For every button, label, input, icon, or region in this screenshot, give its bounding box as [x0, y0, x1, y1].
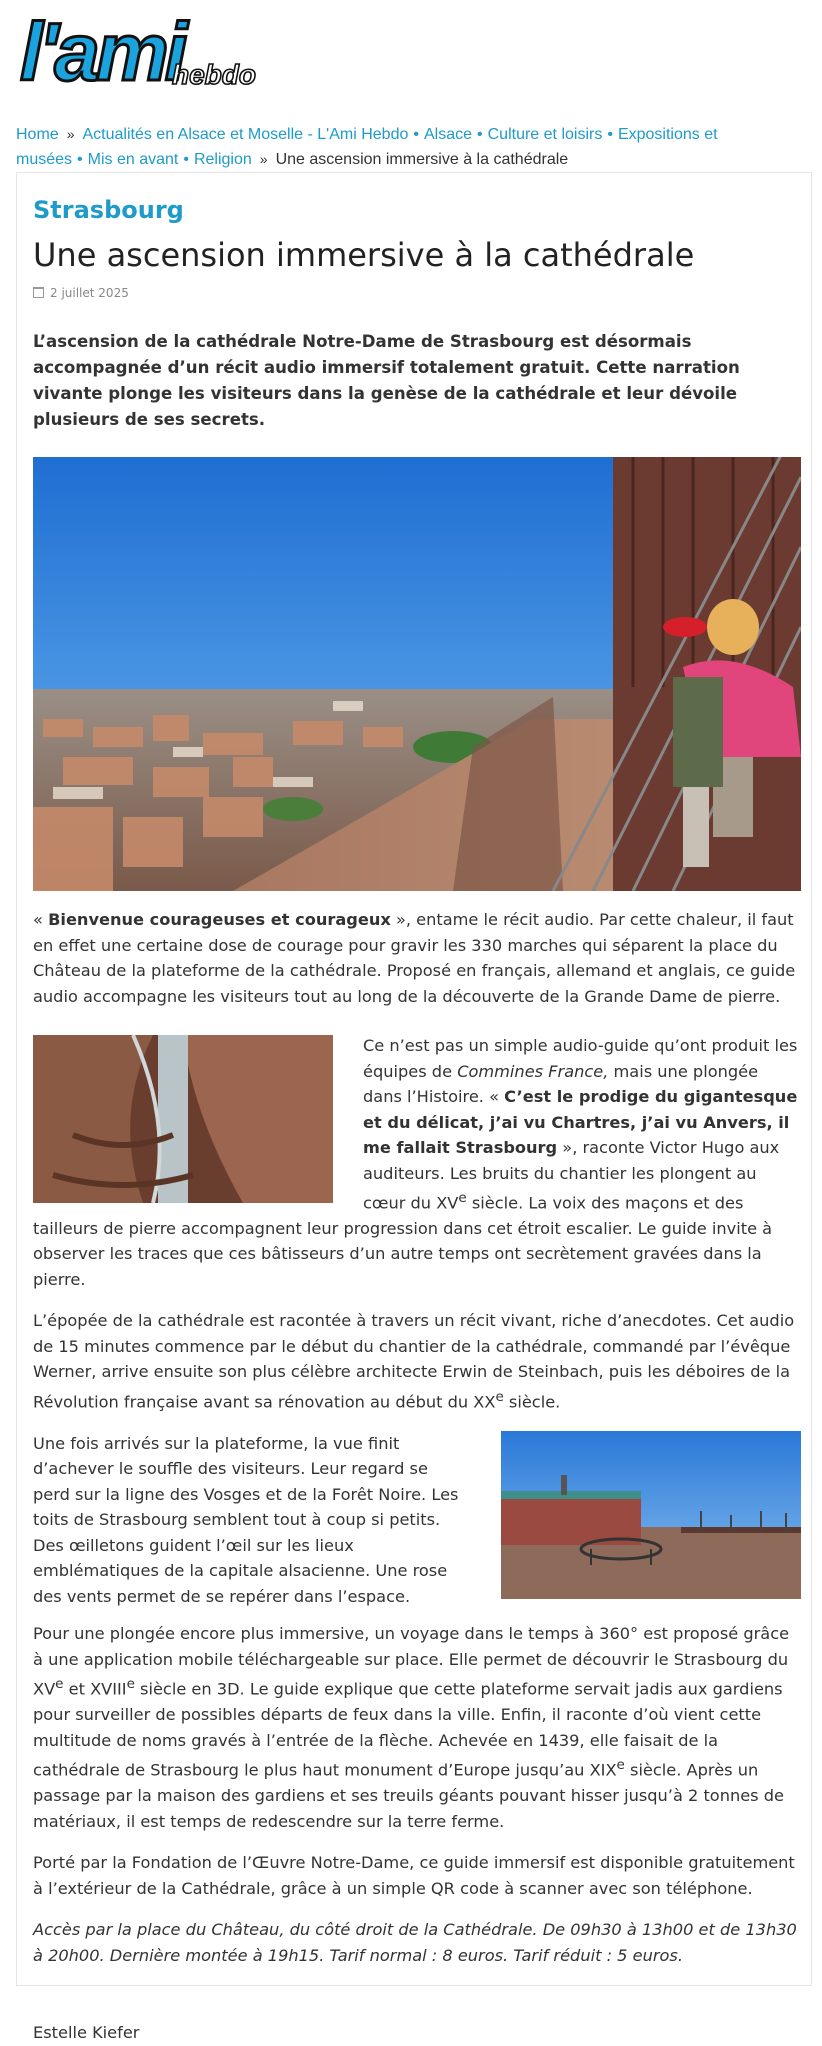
paragraph-4: Une fois arrivés sur la plateforme, la vue finit d’achever le souffle des visiteurs. Leur regard se perd sur la ligne des Vosges et de la Forêt Noire. Les toits de Strasbourg semblent tout à coup si petits. Des œilletons guident l’œil sur les lieux emblématiques de la capitale alsacienne. Une rose des vents permet de se repérer dans l’espace.: [33, 1433, 459, 1606]
breadcrumb-separator: »: [66, 126, 75, 142]
paragraph-5: [33, 1621, 801, 1834]
paragraph-3: [33, 1308, 801, 1414]
section-platform: [33, 1431, 801, 1610]
p3-part-b: siècle.: [503, 1392, 561, 1412]
breadcrumb-dot: •: [477, 126, 483, 143]
article-lead: L’ascension de la cathédrale Notre-Dame de Strasbourg est désormais accompagnée d’un récit audio immersif totalement gratuit. Cette narration vivante plonge les visiteurs dans la genèse de la cathédrale et leur dévoile plusieurs de ses secrets.: [33, 332, 740, 429]
hero-image-cathedral-view[interactable]: [33, 457, 801, 891]
article-date: [33, 285, 801, 301]
breadcrumb-item[interactable]: Alsace: [423, 126, 473, 143]
article-content: [33, 173, 801, 2046]
article-author: Estelle Kiefer: [33, 2023, 140, 2043]
breadcrumb-item[interactable]: Culture et loisirs: [487, 126, 603, 143]
breadcrumb-item[interactable]: Mis en avant: [87, 151, 179, 168]
breadcrumb-item[interactable]: Religion: [193, 151, 252, 168]
p2-italic: Commines France,: [457, 1061, 609, 1081]
article-date-text: 2 juillet 2025: [50, 286, 129, 300]
article-title: Une ascension immersive à la cathédrale: [33, 236, 695, 274]
p2-part-b: mais une plongée dans l’Histoire. «: [363, 1061, 759, 1106]
p5-part-c: siècle en 3D. Le guide explique que cette plateforme servait jadis aux gardiens pour surveiller de possibles départs de feux dans la ville. Enfin, il raconte d’où vient cette multitude de noms gravés à l’entrée de la flèche. Achevée en 1439, elle faisait de la cathédrale de Strasbourg le plus haut monument d’Europe jusqu’au XIX: [33, 1679, 783, 1780]
stairwell-image[interactable]: [33, 1035, 333, 1203]
article-card: [16, 172, 812, 2043]
practical-info: Accès par la place du Château, du côté droit de la Cathédrale. De 09h30 à 13h00 et de 13h30 à 20h00. Dernière montée à 19h15. Tarif normal : 8 euros. Tarif réduit : 5 euros.: [33, 1920, 797, 1965]
p2-part-d: siècle. La voix des maçons et des tailleurs de pierre accompagnent leur progression dans cet étroit escalier. Le guide invite à observer les traces que ces bâtisseurs d’un autre temps ont secrètement gravées dans la pierre.: [33, 1193, 773, 1289]
breadcrumb-dot: •: [183, 151, 189, 168]
breadcrumb-home[interactable]: Home: [16, 126, 59, 143]
p2-sup: e: [458, 1190, 467, 1206]
p5-part-b: et XVIII: [63, 1679, 127, 1699]
p5-sup: e: [55, 1676, 64, 1693]
breadcrumb: [16, 122, 816, 172]
platform-image[interactable]: [501, 1431, 801, 1599]
breadcrumb-dot: •: [77, 151, 83, 168]
breadcrumb-item[interactable]: Expositions et musées: [16, 126, 718, 168]
stairwell-drawing: [33, 1035, 333, 1203]
p5-sup: e: [126, 1676, 135, 1693]
platform-drawing: [501, 1431, 801, 1599]
section-stairs: [33, 1033, 801, 1292]
breadcrumb-dot: •: [607, 126, 613, 143]
p2-bold-quote: C’est le prodige du gigantesque et du délicat, j’ai vu Chartres, j’ai vu Anvers, il me fallait Strasbourg: [363, 1087, 798, 1157]
paragraph-1: [33, 907, 801, 1009]
p1-open: «: [33, 910, 49, 929]
p1-rest: », entame le récit audio. Par cette chaleur, il faut en effet une certaine dose de courage pour gravir les 330 marches qui séparent la place du Château de la plateforme de la cathédrale. Proposé en français, allemand et anglais, ce guide audio accompagne les visiteurs tout au long de la découverte de la Grande Dame de pierre.: [33, 910, 796, 1006]
site-logo[interactable]: [16, 12, 286, 90]
breadcrumb-separator: »: [259, 151, 268, 167]
p3-sup: e: [495, 1388, 504, 1405]
hero-image-drawing: [33, 457, 801, 891]
breadcrumb-item[interactable]: Actualités en Alsace et Moselle - L'Ami Hebdo: [82, 126, 409, 143]
p2-part-c: », raconte Victor Hugo aux auditeurs. Les bruits du chantier les plongent au cœur du XV: [363, 1138, 780, 1213]
article-category[interactable]: Strasbourg: [33, 196, 184, 224]
logo-sub-text: hebdo: [172, 59, 256, 90]
calendar-icon: [33, 287, 44, 298]
p5-part-d: siècle. Après un passage par la maison des gardiens et ses treuils géants pouvant hisser jusqu’à 2 tonnes de matériaux, il est temps de redescendre sur la terre ferme.: [33, 1760, 784, 1831]
site-header: [0, 0, 822, 118]
p3-part-a: L’épopée de la cathédrale est racontée à travers un récit vivant, riche d’anecdotes. Cet audio de 15 minutes commence par le début du chantier de la cathédrale, commandé par l’évêque Werner, arrive ensuite son plus célèbre architecte Erwin de Steinbach, puis les déboires de la Révolution française avant sa rénovation au début du XX: [33, 1311, 795, 1412]
p2-part-a: Ce n’est pas un simple audio-guide qu’ont produit les équipes de: [363, 1036, 798, 1081]
p1-bold: Bienvenue courageuses et courageux: [48, 910, 391, 929]
breadcrumb-dot: •: [413, 126, 419, 143]
p5-part-a: Pour une plongée encore plus immersive, un voyage dans le temps à 360° est proposé grâce à une application mobile téléchargeable sur place. Elle permet de découvrir le Strasbourg du XV: [33, 1624, 790, 1699]
paragraph-6: Porté par la Fondation de l’Œuvre Notre-Dame, ce guide immersif est disponible gratuitement à l’extérieur de la Cathédrale, grâce à un simple QR code à scanner avec son téléphone.: [33, 1853, 795, 1898]
breadcrumb-current: Une ascension immersive à la cathédrale: [275, 151, 569, 168]
p5-sup: e: [616, 1757, 625, 1774]
logo-main-text: l'ami: [20, 12, 184, 90]
